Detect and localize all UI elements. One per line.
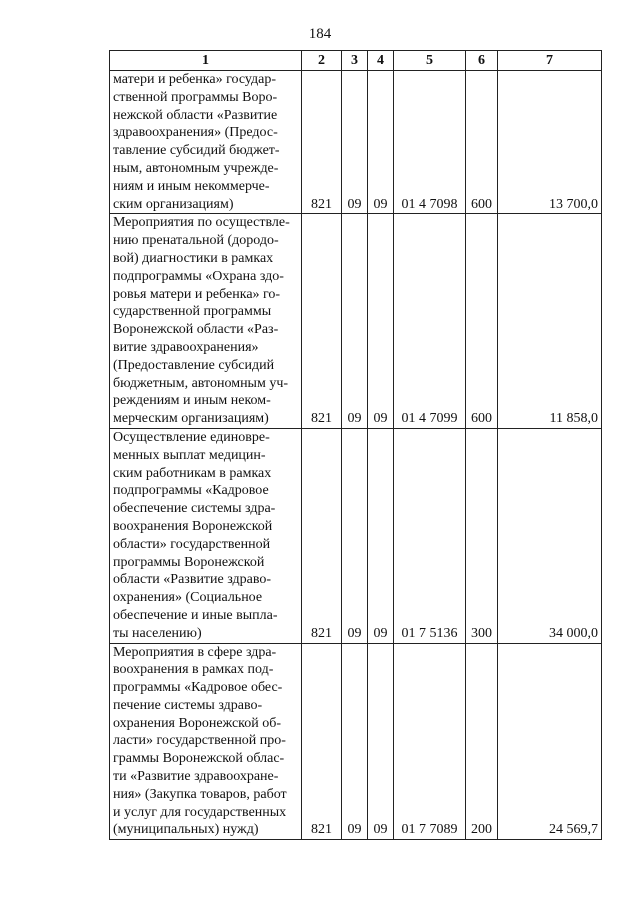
row-description [110,428,302,643]
description-line: обеспечение и иные выпла- [113,607,278,623]
description-line: ниям и иным некоммерче- [113,178,270,194]
table-row [110,428,602,643]
description-line: воохранения в рамках под- [113,662,274,678]
row-description [110,71,302,214]
table-row [110,71,602,214]
subsection-cell: 09 [368,214,394,429]
description-line: реждениям и иным неком- [113,393,271,409]
column-header: 3 [342,51,368,71]
expense-type-cell: 600 [466,214,498,429]
description-line: ния» (Закупка товаров, работ [113,786,287,802]
subsection-cell: 09 [368,71,394,214]
admin-code-cell: 821 [302,214,342,429]
table-body [110,71,602,840]
subsection-cell: 09 [368,428,394,643]
description-line: ским работникам в рамках [113,465,272,481]
description-line: здравоохранения» (Предос- [113,125,278,141]
table-row [110,643,602,840]
description-line: подпрограммы «Кадровое [113,483,269,499]
description-line: области» государственной [113,536,271,552]
table-row [110,214,602,429]
target-article-cell: 01 4 7098 [394,71,466,214]
description-line: граммы Воронежской облас- [113,751,285,767]
description-line: мерческим организациям) [113,411,269,427]
subsection-cell: 09 [368,643,394,840]
description-line: Воронежской области «Раз- [113,322,279,338]
description-line: вой) диагностики в рамках [113,250,274,266]
description-line: Мероприятия в сфере здра- [113,644,277,660]
description-line: ти «Развитие здравоохране- [113,769,279,785]
amount-cell: 13 700,0 [498,71,602,214]
target-article-cell: 01 7 7089 [394,643,466,840]
description-line: менных выплат медицин- [113,447,266,463]
amount-cell: 34 000,0 [498,428,602,643]
description-line: охранения Воронежской об- [113,715,282,731]
row-description [110,214,302,429]
description-line: программы «Кадровое обес- [113,680,283,696]
expense-type-cell: 600 [466,71,498,214]
expense-type-cell: 300 [466,428,498,643]
page-number: 184 [308,26,332,42]
amount-cell: 24 569,7 [498,643,602,840]
description-line: области «Развитие здраво- [113,572,272,588]
admin-code-cell: 821 [302,428,342,643]
description-line: подпрограммы «Охрана здо- [113,268,284,284]
section-cell: 09 [342,71,368,214]
description-line: нию пренатальной (дородо- [113,233,279,249]
amount-cell: 11 858,0 [498,214,602,429]
description-line: тавление субсидий бюджет- [113,143,280,159]
description-line: Мероприятия по осуществле- [113,215,290,231]
budget-table [109,50,602,840]
description-line: Осуществление единовре- [113,429,270,445]
admin-code-cell: 821 [302,643,342,840]
description-line: воохранения Воронежской [113,518,273,534]
row-description [110,643,302,840]
description-line: нежской области «Развитие [113,107,278,123]
description-line: (муниципальных) нужд) [113,822,259,838]
target-article-cell: 01 7 5136 [394,428,466,643]
header-row [110,51,602,71]
description-line: ты населению) [113,625,202,641]
section-cell: 09 [342,428,368,643]
description-line: охранения» (Социальное [113,590,263,606]
description-line: программы Воронежской [113,554,265,570]
description-line: бюджетным, автономным уч- [113,375,289,391]
column-header: 6 [466,51,498,71]
description-line: обеспечение системы здра- [113,501,276,517]
description-line: ласти» государственной про- [113,733,286,749]
description-line: ровья матери и ребенка» го- [113,286,281,302]
description-line: печение системы здраво- [113,697,263,713]
description-line: и услуг для государственных [113,804,287,820]
description-line: ским организациям) [113,196,234,212]
column-header: 1 [110,51,302,71]
column-header: 5 [394,51,466,71]
description-line: (Предоставление субсидий [113,357,275,373]
target-article-cell: 01 4 7099 [394,214,466,429]
description-line: витие здравоохранения» [113,339,259,355]
column-header: 7 [498,51,602,71]
description-line: матери и ребенка» государ- [113,72,276,87]
section-cell: 09 [342,214,368,429]
column-header: 4 [368,51,394,71]
description-line: сударственной программы [113,304,272,320]
section-cell: 09 [342,643,368,840]
column-header: 2 [302,51,342,71]
description-line: ным, автономным учрежде- [113,160,279,176]
expense-type-cell: 200 [466,643,498,840]
description-line: ственной программы Воро- [113,89,278,105]
admin-code-cell: 821 [302,71,342,214]
